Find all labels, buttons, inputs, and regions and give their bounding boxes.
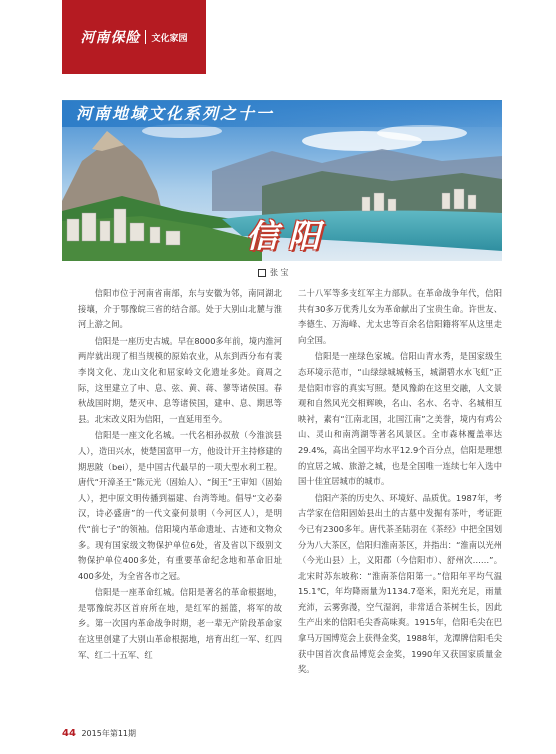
header-divider: [145, 30, 146, 44]
section-name: 文化家园: [151, 33, 188, 44]
author-byline: [258, 267, 289, 278]
paragraph: 信阳是一座历史古城。早在8000多年前，境内淮河两岸就出现了相当规模的原始农业，从东到西分布有裴李岗文化、龙山文化和屈家岭文化遗址多处。商周之际，这里建立了申、息、弦、黄、蒋、蓼等诸侯国。春秋战国时期，楚灭申、息等诸侯国，建申、息、期思等县。北宋改义阳为信阳，一直延用至今。: [78, 335, 282, 424]
article-body: [78, 286, 502, 679]
city-title: 信阳: [246, 217, 331, 255]
paragraph: 信阳产茶的历史久、环境好、品质优。1987年，考古学家在信阳固始县出土的古墓中发掘有茶叶，考证距今已有2300多年。唐代茶圣陆羽在《茶经》中把全国划分为八大茶区，信阳归淮南茶区，并指出：“淮南以光州（今光山县）上，义阳郡（今信阳市）、舒州次……”。北宋时苏东坡称：“淮南茶信阳第一。”信阳年平均气温15.1℃，年均降雨量为1134.7毫米，阳光充足，雨量充沛，云雾弥漫，空气湿润，非常适合茶树生长，因此生产出来的信阳毛尖香高味爽。1915年，信阳毛尖在巴拿马万国博览会上获得金奖，1988年，龙潭牌信阳毛尖获中国首次食品博览会金奖，1990年又获国家质量金奖。: [298, 492, 502, 675]
square-icon: [258, 269, 266, 277]
right-column: [298, 286, 502, 679]
page-number: 44: [62, 728, 76, 739]
column-header: [62, 0, 206, 74]
paragraph: 信阳是一座革命红城。信阳是著名的革命根据地，是鄂豫皖苏区首府所在地，是红军的摇篮，将军的故乡。第一次国内革命战争时期，老一辈无产阶段革命家在这里创建了大别山革命根据地，培育出红一军、红四军、红二十五军、红: [78, 587, 282, 660]
series-title: 河南地域文化系列之十一: [62, 101, 502, 127]
paragraph: 信阳市位于河南省南部，东与安徽为邻，南同湖北接壤，介于鄂豫皖三省的结合部。处于大别山北麓与淮河上游之间。: [78, 288, 282, 330]
brand-name: 河南保险: [80, 30, 141, 46]
author-name: 张 宝: [270, 268, 289, 277]
page-footer: [62, 728, 136, 739]
paragraph: 二十八军等多支红军主力部队。在革命战争年代，信阳共有30多万优秀儿女为革命献出了宝贵生命。许世友、李德生、万海峰、尤太忠等百余名信阳籍将军从这里走向全国。: [298, 288, 502, 345]
paragraph: 信阳是一座文化名城。一代名相孙叔敖（今淮滨县人），造田兴水，使楚国富甲一方，他设计开主持修建的期思陂（bei），是中国古代最早的一项大型水利工程。唐代“开漳圣王”陈元光（固始人）、“闽王”王审知（固始人），把中原文明传播到福建、台湾等地。倡导“文必秦汉，诗必盛唐”的一代文豪何景明（今河区人），是明代“前七子”的领袖。信阳境内革命遗址、古迹和文物众多。现有国家级文物保护单位6处，省及省以下级别文物保护单位400多处，有重要革命纪念地和革命旧址400多处，为全省各市之冠。: [78, 430, 282, 581]
issue-label: 2015年第11期: [81, 729, 137, 738]
paragraph: 信阳是一座绿色家城。信阳山青水秀，是国家级生态环境示范市，“山绿绿城城畅玉，城湖碧水水飞虹”正是信阳市容的真实写照。楚风豫韵在这里交融，人文景观和自然风光交相辉映，名山、名水、名寺、名城相互映衬，素有“江南北国，北国江南”之美誉，境内有鸡公山、灵山和南湾湖等著名风景区。全市森林覆盖率达29.4%，高出全国平均水平12.9个百分点，信阳是理想的宜居之城、旅游之城，也是全国唯一连续七年入选中国十佳宜居城市的城市。: [298, 351, 502, 487]
left-column: [78, 286, 282, 679]
hero-image: [62, 100, 502, 261]
